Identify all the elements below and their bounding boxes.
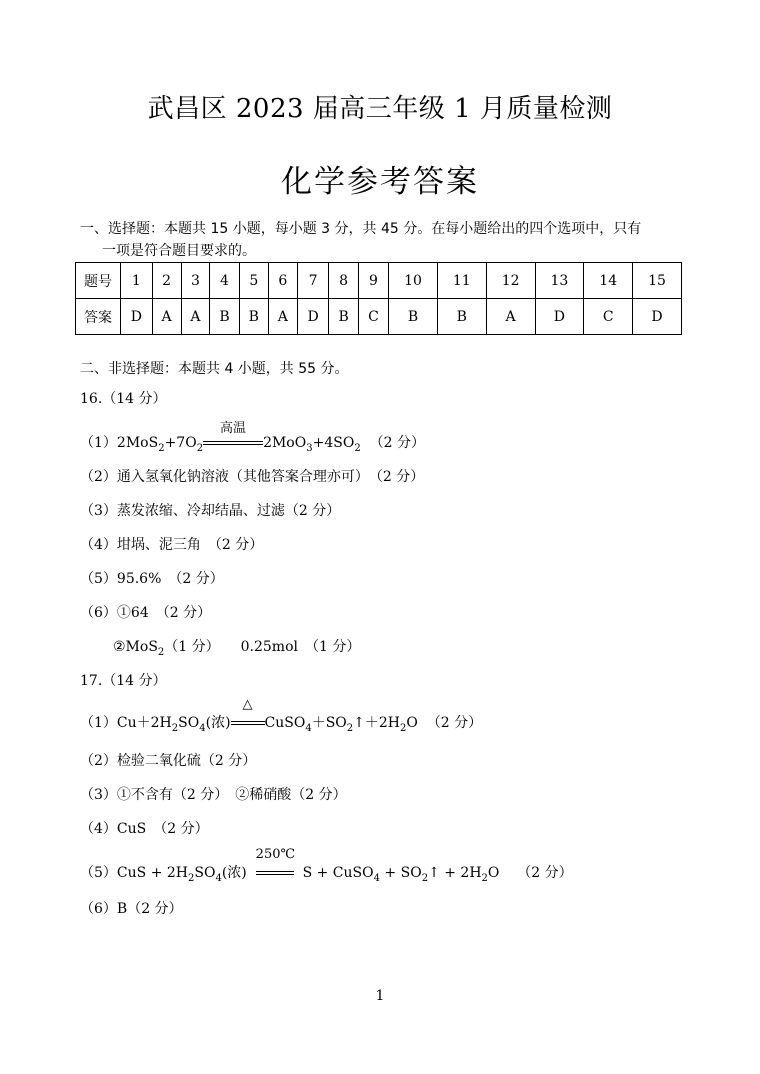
answer-table	[75, 262, 682, 335]
table-row-answers	[76, 299, 682, 335]
answer-cell: A	[181, 299, 210, 335]
section1-heading-line2: 一项是符合题目要求的。	[102, 243, 256, 259]
subscript: 2	[157, 646, 165, 658]
reaction-condition	[203, 421, 263, 451]
subscript: 2	[481, 872, 488, 884]
formula-text: 2MoO	[263, 435, 307, 451]
answer-cell: A	[152, 299, 181, 335]
table-row-numbers	[76, 263, 682, 299]
subscript: 2	[171, 722, 179, 734]
score: （2 分）	[369, 435, 425, 451]
question-number: 3	[181, 263, 210, 299]
row-label-number: 题号	[76, 263, 121, 299]
question-number: 8	[329, 263, 358, 299]
subscript: 4	[305, 722, 312, 734]
q16-answer-3: （3）蒸发浓缩、冷却结晶、过滤（2 分）	[80, 503, 341, 519]
condition-label: 高温	[220, 421, 247, 436]
answer-key-title: 化学参考答案	[281, 164, 479, 200]
answer-cell: B	[389, 299, 438, 335]
q16-answer-6b	[113, 636, 360, 658]
answer-cell: D	[121, 299, 153, 335]
question-number: 9	[358, 263, 388, 299]
score: （2 分）	[426, 715, 483, 731]
q16-label: 16.（14 分）	[80, 391, 167, 407]
q16-answer-6a: （6）①64 （2 分）	[80, 605, 212, 621]
formula-text: SO	[178, 715, 200, 731]
reaction-condition	[231, 697, 265, 731]
subscript: 2	[188, 872, 195, 884]
question-number: 5	[239, 263, 268, 299]
formula-text: CuS + 2H	[116, 865, 188, 881]
q16-answer-2: （2）通入氢氧化钠溶液（其他答案合理亦可） （2 分）	[80, 469, 425, 485]
answer-cell: B	[329, 299, 358, 335]
answer-prefix: （5）	[80, 865, 117, 881]
q17-answer-1	[80, 697, 483, 734]
answer-cell: A	[268, 299, 297, 335]
subscript: 4	[215, 872, 222, 884]
page-number: 1	[375, 988, 385, 1004]
answer-cell: B	[210, 299, 239, 335]
subscript: 2	[346, 722, 354, 734]
question-number: 13	[535, 263, 584, 299]
exam-title: 武昌区 2023 届高三年级 1 月质量检测	[147, 94, 613, 124]
formula-text: O	[487, 865, 500, 881]
answer-text: （1 分） 0.25mol （1 分）	[164, 639, 361, 655]
answer-cell: D	[633, 299, 682, 335]
row-label-answer: 答案	[76, 299, 121, 335]
formula-text: +7O	[164, 435, 197, 451]
formula-text: SO	[194, 865, 216, 881]
answer-cell: A	[486, 299, 535, 335]
score: （2 分）	[517, 865, 573, 881]
formula-text: ↑＋2H	[353, 715, 401, 731]
equals-sign	[256, 871, 294, 875]
question-number: 10	[389, 263, 438, 299]
subscript: 2	[421, 872, 429, 884]
question-number: 4	[210, 263, 239, 299]
subscript: 2	[196, 442, 204, 454]
formula-text: ↑ + 2H	[428, 865, 482, 881]
formula-text: +4SO	[312, 435, 355, 451]
formula-text: ＋SO	[311, 715, 347, 731]
q16-answer-5: （5）95.6% （2 分）	[80, 571, 224, 587]
subscript: 2	[400, 722, 407, 734]
answer-cell: B	[239, 299, 268, 335]
formula-text: S + CuSO	[302, 865, 374, 881]
question-number: 14	[584, 263, 633, 299]
formula-text: ②MoS	[113, 639, 158, 655]
section1-heading-line1: 一、选择题：本题共 15 小题，每小题 3 分，共 45 分。在每小题给出的四个选项中，只有	[80, 221, 642, 237]
question-number: 11	[437, 263, 486, 299]
q17-answer-2: （2）检验二氧化硫（2 分）	[80, 753, 257, 769]
formula-text: 2MoS	[116, 435, 159, 451]
formula-text: O	[406, 715, 418, 731]
subscript: 2	[354, 442, 361, 454]
q17-answer-5	[80, 847, 573, 884]
subscript: 4	[199, 722, 206, 734]
equals-sign	[203, 441, 263, 445]
q17-answer-4: （4）CuS （2 分）	[80, 821, 209, 837]
q17-answer-6: （6）B（2 分）	[80, 901, 183, 917]
question-number: 6	[268, 263, 297, 299]
formula-text: (浓)	[205, 715, 231, 731]
subscript: 4	[373, 872, 380, 884]
section2-heading: 二、非选择题：本题共 4 小题，共 55 分。	[80, 361, 349, 377]
formula-text: CuSO	[264, 715, 306, 731]
answer-prefix: （1）	[80, 435, 117, 451]
question-number: 7	[297, 263, 329, 299]
condition-label: 250℃	[255, 847, 296, 862]
answer-cell: D	[297, 299, 329, 335]
q16-answer-1	[80, 421, 425, 454]
q17-label: 17.（14 分）	[80, 673, 167, 689]
section1-heading	[80, 218, 690, 262]
answer-cell: C	[358, 299, 388, 335]
answer-prefix: （1）	[80, 715, 117, 731]
question-number: 15	[633, 263, 682, 299]
formula-text: Cu＋2H	[116, 715, 172, 731]
question-number: 1	[121, 263, 153, 299]
equals-sign	[231, 721, 265, 725]
heat-symbol: △	[242, 697, 253, 712]
reaction-condition	[255, 847, 296, 881]
answer-cell: D	[535, 299, 584, 335]
answer-cell: B	[437, 299, 486, 335]
question-number: 12	[486, 263, 535, 299]
subscript: 2	[158, 442, 165, 454]
q17-answer-3: （3）①不含有（2 分） ②稀硝酸（2 分）	[80, 787, 347, 803]
q16-answer-4: （4）坩埚、泥三角 （2 分）	[80, 537, 264, 553]
question-number: 2	[152, 263, 181, 299]
formula-text: + SO	[379, 865, 422, 881]
subscript: 3	[306, 442, 313, 454]
formula-text: (浓)	[221, 865, 247, 881]
answer-cell: C	[584, 299, 633, 335]
